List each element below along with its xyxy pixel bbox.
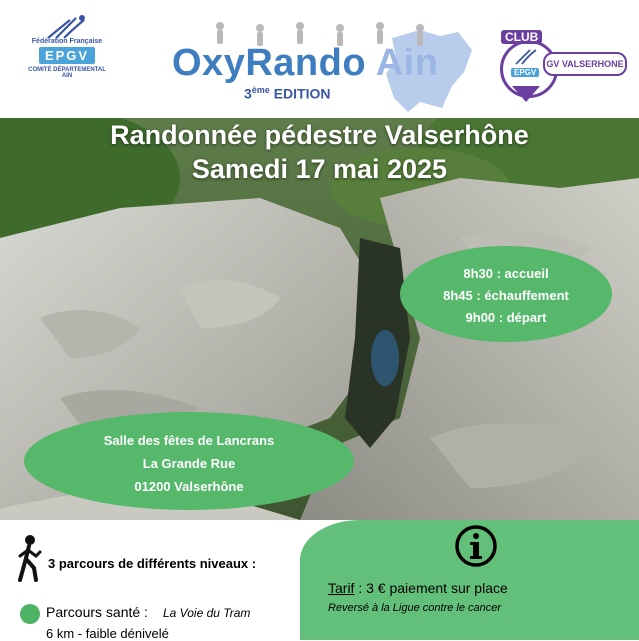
club-pin-icon: [510, 86, 542, 104]
gymnast-icon: [44, 14, 90, 42]
parcours-sante-label: Parcours santé :: [46, 604, 148, 620]
federation-committee: COMITÉ DÉPARTEMENTAL: [28, 67, 106, 73]
tarif-text: : 3 € paiement sur place: [354, 580, 508, 596]
info-icon: [454, 524, 498, 568]
club-name: GV VALSERHONE: [543, 52, 627, 76]
edition-label: [244, 85, 330, 102]
schedule-item: 8h45 : échauffement: [443, 288, 569, 303]
federation-name: Fédération Française: [31, 38, 103, 45]
event-title: [172, 42, 438, 85]
venue-line: La Grande Rue: [142, 456, 236, 471]
parcours-heading: 3 parcours de différents niveaux :: [48, 556, 257, 571]
main-title-line2: Samedi 17 mai 2025: [191, 154, 448, 184]
parcours-sante-bullet: [20, 604, 40, 624]
club-badge-brand: EPGV: [511, 68, 539, 77]
edition-number: 3: [244, 85, 252, 102]
tarif-line: [328, 580, 508, 596]
parcours-section: [0, 520, 310, 640]
event-title-accent: Ain: [375, 42, 439, 84]
venue-line: Salle des fêtes de Lancrans: [103, 433, 275, 448]
walker-icon: [14, 534, 44, 584]
club-word: CLUB: [501, 30, 542, 44]
main-title-line1: Randonnée pédestre Valserhône: [110, 120, 529, 150]
tarif-label: Tarif: [328, 580, 355, 596]
federation-department: AIN: [61, 73, 73, 79]
venue-line: 01200 Valserhône: [134, 479, 244, 494]
federation-brand: EPGV: [39, 47, 95, 64]
parcours-sante-route: La Voie du Tram: [163, 606, 251, 620]
edition-suffix: ème: [251, 85, 270, 95]
edition-word: EDITION: [273, 85, 331, 102]
schedule-item: 9h00 : départ: [465, 310, 547, 325]
tarif-note: Reversé à la Ligue contre le cancer: [328, 602, 502, 614]
event-title-main: OxyRando: [172, 42, 367, 84]
schedule-item: 8h30 : accueil: [463, 266, 549, 281]
parcours-sante-detail: 6 km - faible dénivelé: [46, 626, 169, 641]
club-gymnast-icon: [514, 48, 540, 66]
